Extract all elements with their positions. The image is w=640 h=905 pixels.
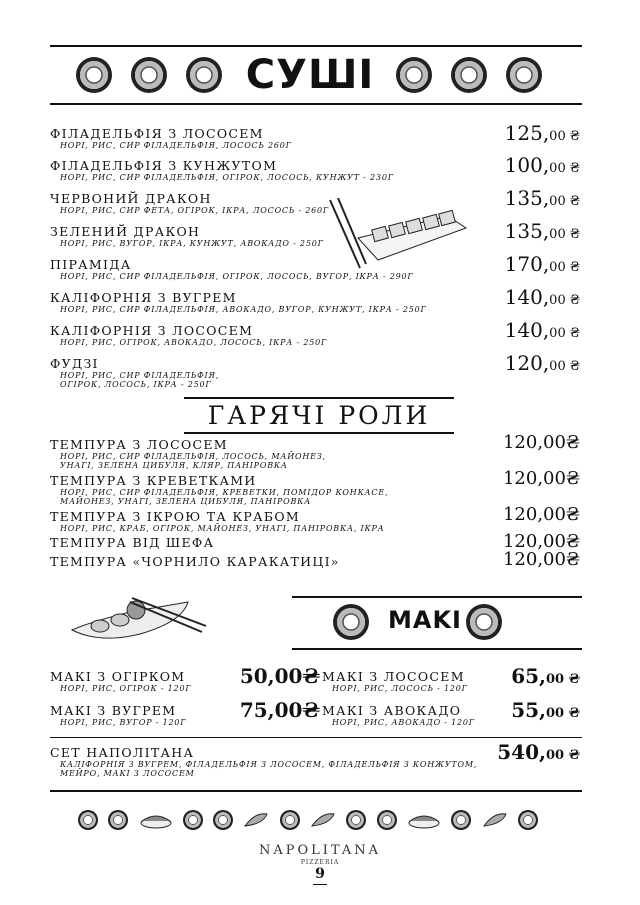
item-price: 100,00 ₴ [504, 153, 580, 177]
menu-item [50, 432, 610, 470]
maki-roll-icon [333, 604, 369, 640]
sushi-roll-icon [131, 57, 167, 93]
item-description: НОРІ, РИС, СИР ФІЛАДЕЛЬФІЯ, АВОКАДО, ВУГОР, КУНЖУТ, ІКРА - 250Г [60, 305, 427, 314]
item-name: ТЕМПУРА З ІКРОЮ ТА КРАБОМ [50, 509, 301, 524]
nigiri-icon [407, 811, 441, 829]
item-name: КАЛІФОРНІЯ З ВУГРЕМ [50, 290, 237, 305]
item-name: ТЕМПУРА З КРЕВЕТКАМИ [50, 473, 257, 488]
menu-item [50, 504, 610, 533]
menu-item [50, 121, 610, 150]
hot-title-top-rule [184, 397, 454, 399]
sushi-roll-icon [451, 57, 487, 93]
sushi-plate-illustration [328, 198, 468, 273]
hot-rolls-title: ГАРЯЧІ РОЛИ [207, 401, 431, 430]
item-name: МАКІ З ОГІРКОМ [50, 669, 186, 684]
item-price: 75,00₴ [239, 698, 320, 722]
maki-item [322, 698, 580, 727]
item-description: НОРІ, РИС, КРАБ, ОГІРОК, МАЙОНЕЗ, УНАГІ, ПАНІРОВКА, ІКРА [60, 524, 385, 533]
nigiri-icon [139, 811, 173, 829]
item-price: 120,00₴ [502, 432, 580, 453]
item-price: 120,00₴ [502, 468, 580, 489]
item-description: НОРІ, РИС, СИР ФІЛАДЕЛЬФІЯ, ОГІРОК, ЛОСОСЬ, КУНЖУТ - 230Г [60, 173, 394, 182]
item-description: НОРІ, РИС, ЛОСОСЬ - 120Г [332, 684, 468, 693]
sushi-roll-icon [518, 810, 538, 830]
item-description: НОРІ, РИС, АВОКАДО - 120Г [332, 718, 475, 727]
sushi-roll-icon [108, 810, 128, 830]
shrimp-nigiri-icon [243, 810, 269, 830]
maki-item [50, 664, 320, 693]
sushi-roll-icon [280, 810, 300, 830]
page-number-underline [313, 884, 327, 885]
shrimp-nigiri-icon [310, 810, 336, 830]
sushi-title: СУШІ [245, 52, 375, 98]
item-description: НОРІ, РИС, СИР ФІЛАДЕЛЬФІЯ, [60, 371, 220, 380]
sushi-roll-icon [506, 57, 542, 93]
item-name: ФІЛАДЕЛЬФІЯ З ЛОСОСЕМ [50, 126, 264, 141]
item-description: НОРІ, РИС, СИР ФІЛАДЕЛЬФІЯ, ОГІРОК, ЛОСОСЬ, ВУГОР, ІКРА - 290Г [60, 272, 414, 281]
item-name: МАКІ З АВОКАДО [322, 703, 462, 718]
maki-item [322, 664, 580, 693]
maki-bottom-rule [292, 648, 582, 650]
item-name: ТЕМПУРА «ЧОРНИЛО КАРАКАТИЦІ» [50, 554, 340, 569]
menu-item [50, 468, 610, 506]
item-name: КАЛІФОРНІЯ З ЛОСОСЕМ [50, 323, 254, 338]
menu-item [50, 549, 610, 570]
item-description: НОРІ, РИС, СИР ФІЛАДЕЛЬФІЯ, ЛОСОСЬ 260Г [60, 141, 292, 150]
item-price: 135,00 ₴ [504, 219, 580, 243]
item-price: 120,00 ₴ [504, 351, 580, 375]
item-name: ЗЕЛЕНИЙ ДРАКОН [50, 224, 201, 239]
item-price: 140,00 ₴ [504, 318, 580, 342]
item-price: 120,00₴ [502, 504, 580, 525]
item-price: 65,00 ₴ [511, 664, 580, 688]
menu-item [50, 531, 610, 552]
item-name: СЕТ НАПОЛІТАНА [50, 745, 195, 760]
sushi-roll-icon [377, 810, 397, 830]
menu-item [50, 285, 610, 314]
item-name: ПІРАМІДА [50, 257, 132, 272]
top-rule [50, 45, 582, 47]
item-description: НОРІ, РИС, ВУГОР, ІКРА, КУНЖУТ, АВОКАДО - 250Г [60, 239, 324, 248]
sushi-icons-strip [78, 808, 538, 832]
page-number: 9 [315, 866, 325, 882]
item-name: ЧЕРВОНИЙ ДРАКОН [50, 191, 212, 206]
item-price: 540,00 ₴ [497, 740, 580, 764]
shrimp-nigiri-icon [482, 810, 508, 830]
maki-roll-icon [466, 604, 502, 640]
sushi-roll-icon [213, 810, 233, 830]
item-price: 170,00 ₴ [504, 252, 580, 276]
sushi-header-rule [50, 103, 582, 105]
hot-title-bottom-rule [184, 432, 454, 434]
sushi-roll-icon [78, 810, 98, 830]
item-description: ОГІРОК, ЛОСОСЬ, ІКРА - 250Г [60, 380, 212, 389]
item-price: 140,00 ₴ [504, 285, 580, 309]
item-price: 120,00₴ [502, 549, 580, 570]
item-description: УНАГІ, ЗЕЛЕНА ЦИБУЛЯ, КЛЯР, ПАНІРОВКА [60, 461, 288, 470]
item-name: ФІЛАДЕЛЬФІЯ З КУНЖУТОМ [50, 158, 278, 173]
maki-title: MAKI [388, 606, 462, 634]
menu-item [50, 351, 610, 389]
item-description: НОРІ, РИС, ВУГОР - 120Г [60, 718, 187, 727]
item-description: НОРІ, РИС, СИР ФІЛАДЕЛЬФІЯ, ЛОСОСЬ, МАЙОНЕЗ, [60, 452, 326, 461]
item-price: 120,00₴ [502, 531, 580, 552]
sushi-roll-icon [346, 810, 366, 830]
item-name: МАКІ З ЛОСОСЕМ [322, 669, 465, 684]
menu-item [50, 318, 610, 347]
item-description: НОРІ, РИС, СИР ФЕТА, ОГІРОК, ІКРА, ЛОСОСЬ - 260Г [60, 206, 330, 215]
item-price: 50,00₴ [239, 664, 320, 688]
sushi-roll-icon [451, 810, 471, 830]
sushi-roll-icon [183, 810, 203, 830]
footer-rule [50, 790, 582, 792]
sushi-roll-icon [396, 57, 432, 93]
sushi-board-illustration [70, 592, 210, 647]
maki-top-rule [292, 596, 582, 598]
item-description: МЕЙРО, МАКІ З ЛОСОСЕМ [60, 769, 195, 778]
menu-item [50, 153, 610, 182]
item-name: ТЕМПУРА З ЛОСОСЕМ [50, 437, 228, 452]
item-name: ФУДЗІ [50, 356, 99, 371]
item-description: НОРІ, РИС, СИР ФІЛАДЕЛЬФІЯ, КРЕВЕТКИ, ПОМІДОР КОНКАСЕ, [60, 488, 389, 497]
item-description: НОРІ, РИС, ОГІРОК - 120Г [60, 684, 192, 693]
item-description: КАЛІФОРНІЯ З ВУГРЕМ, ФІЛАДЕЛЬФІЯ З ЛОСОСЕМ, ФІЛАДЕЛЬФІЯ З КОНЖУТОМ, [60, 760, 478, 769]
item-price: 55,00 ₴ [511, 698, 580, 722]
set-item [50, 740, 610, 778]
set-rule [50, 737, 582, 738]
item-description: НОРІ, РИС, ОГІРОК, АВОКАДО, ЛОСОСЬ, ІКРА - 250Г [60, 338, 328, 347]
item-name: ТЕМПУРА ВІД ШЕФА [50, 535, 215, 550]
sushi-roll-icon [186, 57, 222, 93]
item-description: МАЙОНЕЗ, УНАГІ, ЗЕЛЕНА ЦИБУЛЯ, ПАНІРОВКА [60, 497, 312, 506]
item-name: МАКІ З ВУГРЕМ [50, 703, 177, 718]
brand-subtitle: PIZZERIA [300, 859, 340, 866]
item-price: 135,00 ₴ [504, 186, 580, 210]
maki-item [50, 698, 320, 727]
item-price: 125,00 ₴ [504, 121, 580, 145]
sushi-roll-icon [76, 57, 112, 93]
brand-name: NAPOLITANA [258, 843, 382, 858]
